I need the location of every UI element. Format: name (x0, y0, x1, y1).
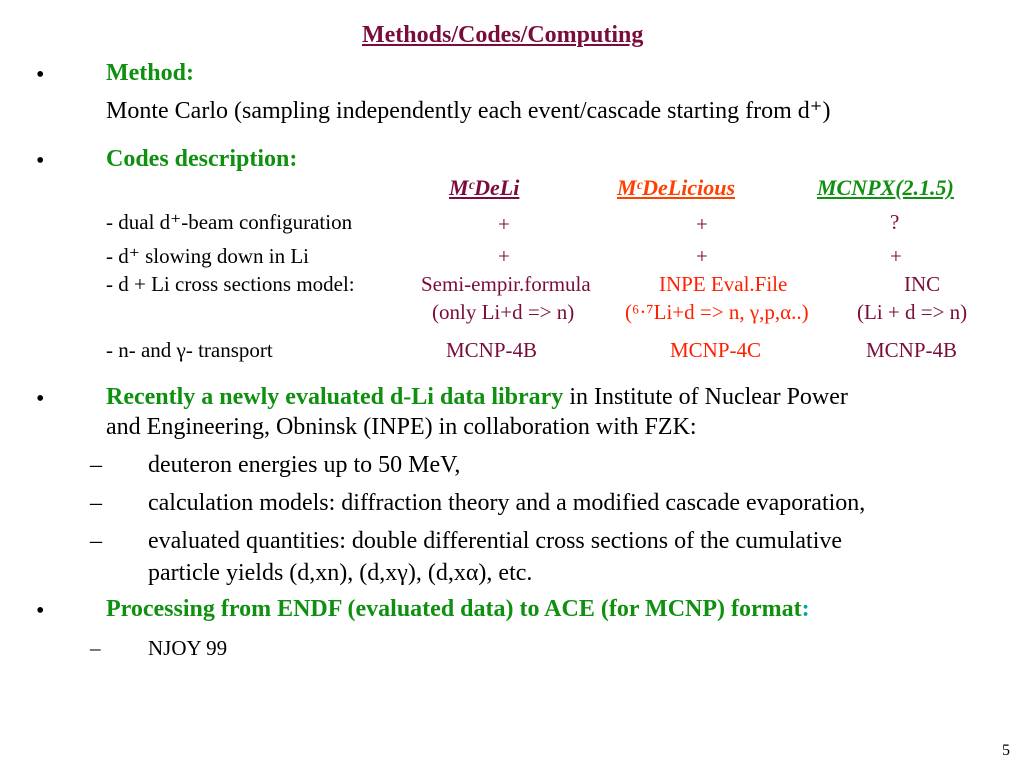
row-cross-sections-mcdelicious: INPE Eval.File (659, 272, 788, 296)
processing-colon: : (801, 596, 810, 622)
dash-2: – (90, 490, 102, 516)
row-dual-beam-mcnpx: ? (890, 210, 900, 234)
library-highlight: Recently a newly evaluated d-Li data library (106, 384, 564, 410)
processing-subitem: NJOY 99 (148, 636, 228, 660)
bullet-codes: • (36, 148, 45, 174)
method-text: Monte Carlo (sampling independently each event/cascade starting from d⁺) (106, 98, 831, 124)
processing-heading: Processing from ENDF (evaluated data) to ACE (for MCNP) format (106, 596, 802, 622)
dash-4: – (90, 636, 101, 660)
codes-heading: Codes description: (106, 146, 298, 172)
column-header-mcdeli: MᶜDeLi (449, 175, 520, 200)
row-label-slowing-down: - d⁺ slowing down in Li (106, 244, 309, 268)
library-line-2: and Engineering, Obninsk (INPE) in collaboration with FZK: (106, 414, 697, 440)
processing-heading-line (106, 596, 810, 623)
row-label-dual-beam: - dual d⁺-beam configuration (106, 210, 353, 234)
row-slowing-down-mcdeli: + (498, 244, 510, 268)
dash-1: – (90, 452, 102, 478)
row-cross-sections-mcnpx: INC (904, 272, 941, 296)
dash-3: – (90, 528, 102, 554)
library-subitem: deuteron energies up to 50 MeV, (148, 452, 461, 478)
row-label-transport: - n- and γ- transport (106, 338, 273, 362)
row-label-cross-sections: - d + Li cross sections model: (106, 272, 355, 296)
note-mcnpx: (Li + d => n) (857, 300, 968, 324)
note-mcdelicious: (⁶·⁷Li+d => n, γ,p,α..) (625, 300, 809, 324)
library-subitem: particle yields (d,xn), (d,xγ), (d,xα), etc. (148, 560, 533, 586)
bullet-library: • (36, 386, 45, 412)
column-header-mcdelicious: MᶜDeLicious (617, 175, 736, 200)
column-header-mcnpx: MCNPX(2.1.5) (817, 175, 954, 200)
row-slowing-down-mcdelicious: + (696, 244, 708, 268)
library-rest: in Institute of Nuclear Power (563, 384, 848, 410)
row-dual-beam-mcdeli: + (498, 212, 510, 236)
library-subitem: calculation models: diffraction theory and a modified cascade evaporation, (148, 490, 866, 516)
slide-title: Methods/Codes/Computing (362, 22, 644, 48)
row-transport-mcdelicious: MCNP-4C (670, 338, 762, 362)
bullet-method: • (36, 62, 45, 88)
page-number: 5 (1002, 742, 1010, 759)
row-slowing-down-mcnpx: + (890, 244, 902, 268)
row-transport-mcdeli: MCNP-4B (446, 338, 538, 362)
method-heading: Method: (106, 60, 194, 86)
library-subitem: evaluated quantities: double differential cross sections of the cumulative (148, 528, 843, 554)
note-mcdeli: (only Li+d => n) (432, 300, 575, 324)
row-dual-beam-mcdelicious: + (696, 212, 708, 236)
bullet-processing: • (36, 598, 45, 624)
row-transport-mcnpx: MCNP-4B (866, 338, 958, 362)
library-line-1 (106, 384, 848, 411)
row-cross-sections-mcdeli: Semi-empir.formula (421, 272, 591, 296)
